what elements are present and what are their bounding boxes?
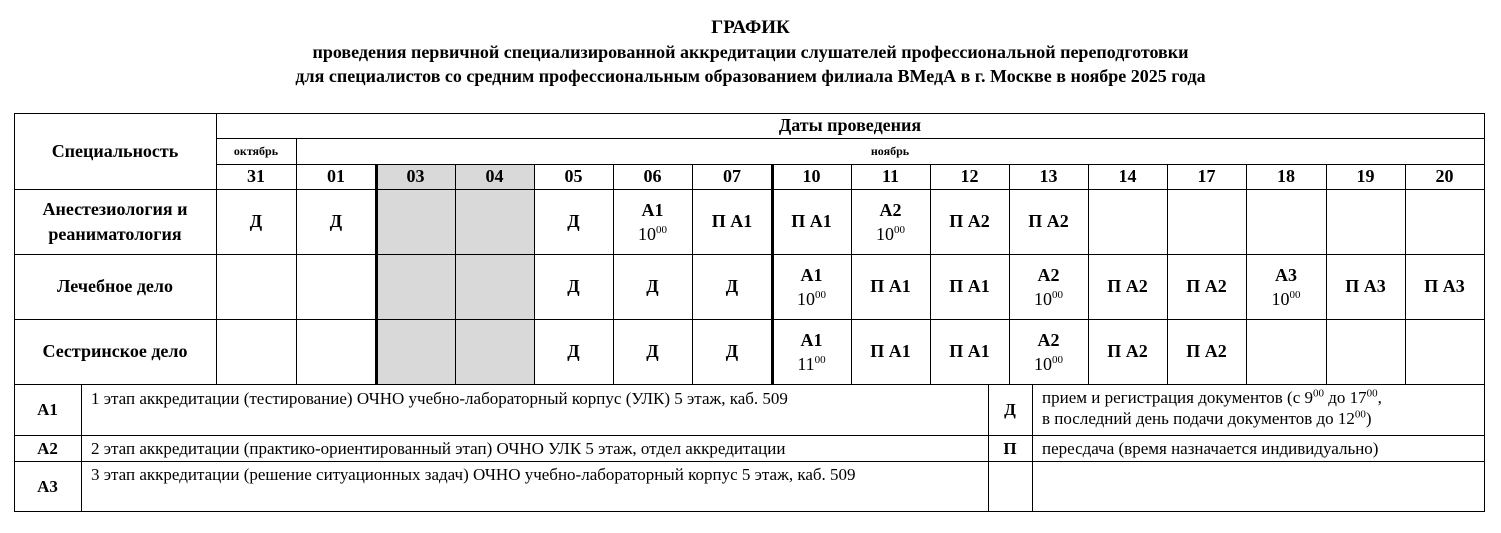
event-code: А1 [800,264,823,285]
event-with-time [1034,263,1063,311]
event-time [797,287,826,311]
date-header [376,164,455,189]
date-header [1088,164,1167,189]
date-header [930,164,1009,189]
time-hour: 10 [876,223,894,244]
grid-line [375,164,378,385]
schedule-cell [376,189,455,254]
event-with-time [638,198,667,246]
grid-line [1088,164,1089,385]
schedule-cell [772,189,851,254]
specialty-name [57,274,173,299]
document-subtitle-line-1: проведения первичной специализированной аккредитации слушателей профессиональной переподготовки [312,42,1189,62]
schedule-cell [772,254,851,319]
text: П А2 [1028,211,1069,231]
schedule-cell [1246,319,1326,384]
text: П А3 [1345,276,1386,296]
text: 3 этап аккредитации (решение ситуационных задач) ОЧНО учебно-лабораторный корпус 5 этаж, каб. 509 [91,465,856,484]
grid-line [14,189,1485,190]
legend-empty-text [1032,461,1484,511]
event-time [638,222,667,246]
time-minutes: 00 [656,223,667,236]
schedule-cell [1167,319,1246,384]
text: А3 [37,476,58,496]
text: А2 [37,438,58,458]
schedule-cell [376,254,455,319]
schedule-cell [376,319,455,384]
time-hour: 10 [638,223,656,244]
specialty-line: Сестринское дело [42,341,188,361]
text: октябрь [233,143,279,158]
text: 13 [1039,166,1058,186]
schedule-cell [613,319,692,384]
schedule-cell [1009,319,1088,384]
text: П [1003,438,1017,458]
schedule-cell [692,189,772,254]
legend-code-a1 [14,384,81,435]
grid-line [1484,384,1485,512]
schedule-cell [1405,254,1484,319]
text: 2 этап аккредитации (практико-ориентированный этап) ОЧНО УЛК 5 этаж, отдел аккредитации [91,438,786,458]
schedule-cell [772,319,851,384]
text: 14 [1118,166,1137,186]
grid-line [14,254,1485,255]
text: А1 [37,400,58,419]
legend-code-a3 [14,461,81,511]
text: П А3 [1424,276,1465,296]
grid-line [1484,113,1485,385]
date-header [613,164,692,189]
date-header [216,164,296,189]
document-title: ГРАФИК [711,17,790,38]
specialty-cell [14,189,216,254]
event-code: А2 [879,199,902,220]
specialty-line: Лечебное дело [56,276,174,296]
time-hour: 10 [1271,288,1290,309]
schedule-cell [692,254,772,319]
legend-d-fragment: , [1377,388,1382,407]
event-code: А2 [1037,264,1060,285]
grid-line [1167,164,1168,385]
schedule-cell [1167,254,1246,319]
schedule-cell [216,254,296,319]
date-header [1167,164,1246,189]
text: П А2 [1186,276,1227,296]
grid-line [14,461,1485,462]
event-with-time [1034,328,1063,376]
event-time [1272,287,1301,311]
text: 10 [802,166,821,186]
event-with-time [876,198,905,246]
grid-line [216,113,217,385]
legend-d-line [1042,387,1484,408]
legend-d-line [1042,408,1484,429]
grid-line [930,164,931,385]
grid-line [14,319,1485,320]
grid-line [14,435,1485,436]
text: 19 [1356,166,1375,186]
time-minutes: 00 [815,288,826,301]
grid-line [1246,164,1247,385]
legend-code-d [988,384,1032,435]
text: 05 [564,166,583,186]
text: 01 [327,166,345,186]
schedule-cell [1405,189,1484,254]
schedule-cell [1009,254,1088,319]
text: Д [725,341,739,361]
schedule-cell [1326,319,1405,384]
grid-line [1405,164,1406,385]
time-minutes: 00 [1052,353,1063,366]
schedule-cell [930,319,1009,384]
event-time [876,222,905,246]
schedule-cell [1088,319,1167,384]
legend-d-fragment: 00 [1313,387,1324,400]
text: 20 [1435,166,1454,186]
legend-d-fragment: 00 [1366,387,1378,400]
time-hour: 10 [1034,353,1052,374]
schedule-cell [216,189,296,254]
event-time [797,352,825,376]
text: П А1 [791,211,832,231]
grid-line [613,164,614,385]
legend-d-fragment: ) [1365,409,1372,428]
text: Д [646,341,659,361]
specialty-line: реаниматология [48,223,182,244]
schedule-cell [455,254,534,319]
schedule-cell [1167,189,1246,254]
grid-line [1032,384,1033,512]
text: П А2 [1107,341,1148,361]
time-minutes: 00 [1289,288,1301,301]
document-subtitle-line-2: для специалистов со средним профессиональным образованием филиала ВМедА в г. Москве в ноябре 2025 года [295,66,1206,86]
grid-line [296,164,297,385]
text: Д [567,276,580,296]
legend-text-d [1032,384,1484,435]
date-header [1009,164,1088,189]
grid-line [1326,164,1327,385]
grid-line [14,511,1485,512]
time-minutes: 00 [814,353,826,366]
text: Д [249,211,263,231]
text: П А1 [949,276,990,296]
schedule-cell [851,254,930,319]
schedule-cell [1088,189,1167,254]
grid-line [771,164,774,385]
time-minutes: 00 [1052,288,1063,301]
text: Д [329,211,343,231]
time-minutes: 00 [894,223,905,236]
date-header [455,164,534,189]
schedule-cell [1246,189,1326,254]
text: 03 [406,166,425,186]
specialty-header [14,113,216,189]
event-with-time [797,263,826,311]
text: 06 [643,166,662,186]
schedule-cell [851,319,930,384]
schedule-cell [1246,254,1326,319]
text: 18 [1277,166,1295,186]
event-time [1034,352,1063,376]
schedule-cell [455,189,534,254]
schedule-cell [534,189,613,254]
grid-line [988,384,989,512]
text: Д [725,276,739,296]
text: 31 [247,166,265,186]
event-code: А2 [1037,329,1060,350]
specialty-name [42,197,187,247]
dates-header [216,113,1484,138]
schedule-cell [455,319,534,384]
schedule-cell [613,254,692,319]
text: 1 этап аккредитации (тестирование) ОЧНО учебно-лабораторный корпус (УЛК) 5 этаж, каб. 509 [91,389,788,408]
text: 11 [881,166,899,186]
text: Даты проведения [778,115,922,135]
date-header [1246,164,1326,189]
specialty-cell [14,254,216,319]
text: 07 [723,166,741,186]
text: Д [1004,400,1016,419]
grid-line [692,164,693,385]
event-code: А3 [1275,264,1297,285]
grid-line [1009,164,1010,385]
time-hour: 11 [797,353,815,374]
grid-line [14,384,15,512]
schedule-cell [1405,319,1484,384]
text: П А1 [949,341,990,361]
schedule-cell [296,189,376,254]
grid-line [534,164,535,385]
schedule-cell [296,254,376,319]
text: Д [567,341,580,361]
grid-line [216,138,1485,139]
grid-line [296,138,297,164]
text: пересдача (время назначается индивидуально) [1042,438,1379,458]
schedule-cell [930,189,1009,254]
text: П А2 [1107,276,1148,296]
grid-line [14,113,15,385]
time-hour: 10 [797,288,815,309]
date-header [851,164,930,189]
event-time [1034,287,1063,311]
legend-d-fragment: до 17 [1324,388,1367,407]
schedule-cell [534,319,613,384]
date-header [296,164,376,189]
grid-line [455,164,456,385]
schedule-cell [1088,254,1167,319]
date-header [772,164,851,189]
legend-code-p [988,435,1032,461]
schedule-cell [930,254,1009,319]
grid-line [851,164,852,385]
date-header [1405,164,1484,189]
text: П А1 [711,211,753,231]
event-with-time [1272,263,1301,311]
event-code: А1 [800,329,823,350]
month-october [216,138,296,164]
schedule-cell [1326,189,1405,254]
text: П А2 [1186,341,1227,361]
text: П А2 [949,211,990,231]
schedule-cell [613,189,692,254]
date-header [692,164,772,189]
text: П А1 [870,276,911,296]
grid-line [14,113,1485,114]
month-november [296,138,1484,164]
text: Специальность [51,140,179,161]
date-header [534,164,613,189]
specialty-cell [14,319,216,384]
legend-text-a3 [81,461,988,511]
legend-d-fragment: 00 [1354,408,1366,421]
date-header [1326,164,1405,189]
event-with-time [797,328,825,376]
schedule-cell [296,319,376,384]
specialty-line: Анестезиология и [42,198,188,219]
text: ноябрь [870,143,910,158]
text: П А1 [870,341,911,361]
legend-text-a2 [81,435,988,461]
schedule-cell [692,319,772,384]
legend-d-fragment: в последний день подачи документов до 12 [1042,409,1355,428]
legend-empty-code [988,461,1032,511]
text: 04 [485,166,504,186]
legend-code-a2 [14,435,81,461]
text: Д [567,211,580,231]
schedule-cell [851,189,930,254]
time-hour: 10 [1034,288,1052,309]
schedule-cell [216,319,296,384]
schedule-cell [534,254,613,319]
legend-d-fragment: прием и регистрация документов (с 9 [1042,388,1313,407]
schedule-cell [1326,254,1405,319]
text: Д [646,276,659,296]
event-code: А1 [641,199,664,220]
legend-text-a1 [81,384,988,435]
schedule-cell [1009,189,1088,254]
text: 17 [1197,166,1216,186]
legend-text-p [1032,435,1484,461]
text: 12 [960,166,979,186]
specialty-name [42,339,187,364]
grid-line [81,384,82,512]
